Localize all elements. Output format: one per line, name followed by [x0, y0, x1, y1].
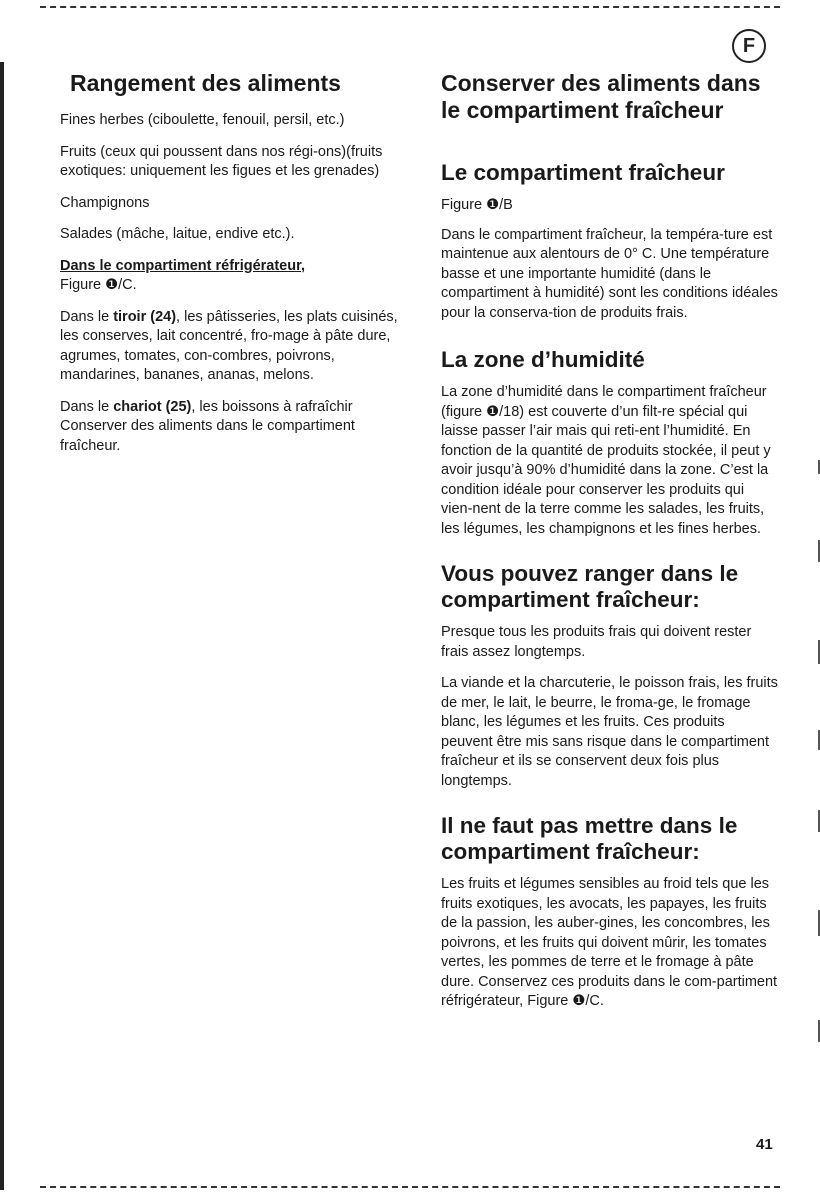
paragraph-compartment: Dans le compartiment fraîcheur, la tempéra-ture est maintenue aux alentours de 0° C. Une température basse et une importante humidité (dans le compartiment à humidité) sont les conditions idéales pour la conserva-tion de produits frais.: [441, 226, 778, 321]
bottom-dashed-border: [40, 1186, 780, 1188]
drawer-label: tiroir (24): [113, 308, 177, 325]
trolley-label: chariot (25): [113, 398, 192, 415]
left-edge-bar: [0, 62, 4, 1190]
figure-ref-b: Figure ❶/B: [441, 197, 513, 213]
paragraph-must-not: Les fruits et légumes sensibles au froid tels que les fruits exotiques, les avocats, les papayes, les fruits de la passion, les auber-gines, les concombres, les poivrons, et les fruits qui doivent mûrir, les tomates vertes, les pommes de terre et le fromage à pâte dure. Conservez ces produits dans le com-partiment réfrigérateur, Figure ❶/C.: [441, 876, 778, 1009]
section-title-must-not: Il ne faut pas mettre dans le compartiment fraîcheur:: [441, 813, 738, 864]
paragraph-can-store-2: La viande et la charcuterie, le poisson frais, les fruits de mer, le lait, le beurre, le froma-ge, le fromage blanc, les légumes et les fruits. Ces produits peuvent être mis sans risque dans le compartiment fraîcheur et ils se conservent deux fois plus longtemps.: [441, 675, 778, 789]
paragraph-herbs: Fines herbes (ciboulette, fenouil, persil, etc.): [60, 112, 345, 128]
paragraph-fridge-compartment: [60, 257, 400, 296]
paragraph-humidity: La zone d’humidité dans le compartiment fraîcheur (figure ❶/18) est couverte d’un filt-re spécial qui laisse passer l’air mais qui reti-ent l’humidité. En fonction de la quantité de produits stockée, il peut y avoir jusqu’à 90% d’humidité dans la zone. C’est la condition idéale pour conserver les produits qui vien-nent de la terre comme les salades, les fruits, les légumes, les champignons et les fines herbes.: [441, 384, 771, 537]
right-column: [441, 70, 779, 1012]
right-title: Conserver des aliments dans le compartiment fraîcheur: [441, 70, 761, 123]
drawer-text-pre: Dans le: [60, 308, 114, 325]
paragraph-drawer: [60, 308, 400, 386]
paragraph-mushrooms: Champignons: [60, 194, 150, 211]
trolley-text-pre: Dans le: [60, 398, 114, 415]
trolley-text: , les boissons à rafraîchir Conserver des aliments dans le compartiment fraîcheur.: [60, 398, 355, 454]
left-column: [60, 70, 400, 468]
page-number: 41: [756, 1136, 773, 1153]
paragraph-can-store-1: Presque tous les produits frais qui doivent rester frais assez longtemps.: [441, 624, 752, 660]
fridge-compartment-heading: Dans le compartiment réfrigérateur,: [60, 257, 305, 274]
language-badge: F: [732, 29, 766, 63]
drawer-text: , les pâtisseries, les plats cuisinés, les conserves, lait concentré, fro-mage à pâte dure, agrumes, tomates, con-combres, poivrons, mandarines, bananes, ananas, melons.: [60, 308, 398, 383]
paragraph-trolley: [60, 398, 400, 457]
left-title: Rangement des aliments: [70, 70, 341, 96]
fridge-figure-ref: Figure ❶/C.: [60, 277, 137, 293]
paragraph-fruits: Fruits (ceux qui poussent dans nos régi-ons)(fruits exotiques: uniquement les figues et les grenades): [60, 143, 383, 179]
paragraph-salads: Salades (mâche, laitue, endive etc.).: [60, 226, 295, 242]
section-title-humidity: La zone d’humidité: [441, 347, 645, 372]
section-title-can-store: Vous pouvez ranger dans le compartiment fraîcheur:: [441, 561, 739, 612]
top-dashed-border: [40, 6, 780, 8]
section-title-compartment: Le compartiment fraîcheur: [441, 160, 725, 185]
